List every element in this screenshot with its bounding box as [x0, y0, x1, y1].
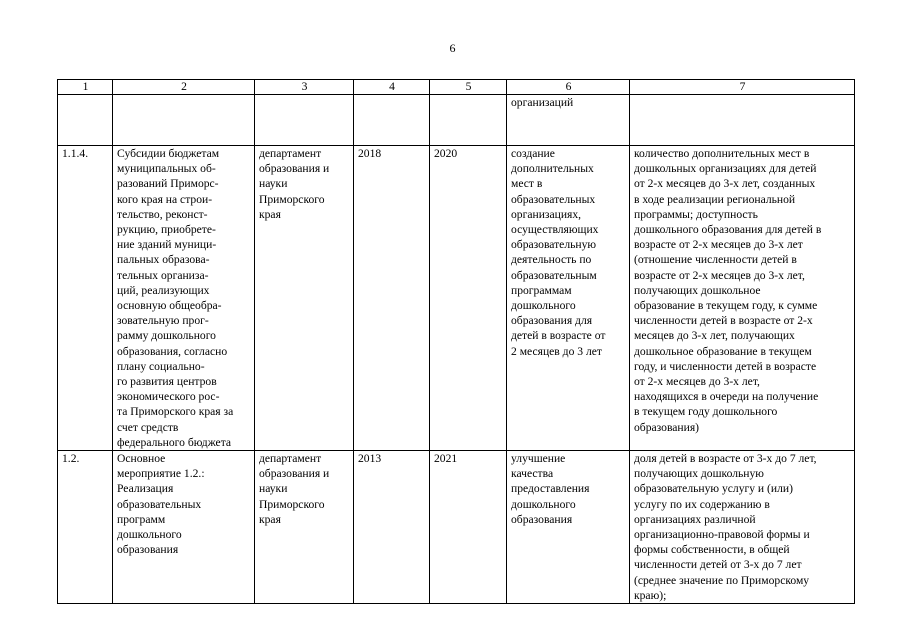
cell-line: Субсидии бюджетам: [117, 147, 220, 160]
cell-line: основную общеобра-: [117, 299, 222, 313]
header-row: [58, 80, 855, 95]
cell-line: дошкольных организациях для детей: [634, 162, 817, 176]
cell-line: в текущем году дошкольного: [634, 405, 778, 419]
header-col-3: 3: [255, 80, 354, 95]
cell-line: количество дополнительных мест в: [634, 147, 810, 160]
cell-line: 2 месяцев до 3 лет: [511, 344, 602, 358]
expected-result: [507, 451, 630, 604]
cell-line: образовательных: [117, 497, 202, 511]
cell-line: плану социально-: [117, 359, 205, 373]
cell-line: кого края на строи-: [117, 192, 213, 206]
cell-line: рукцию, приобрете-: [117, 223, 216, 237]
header-col-6: 6: [507, 80, 630, 95]
end-year: 2020: [430, 146, 507, 451]
cell-line: дошкольного: [511, 299, 576, 313]
cont-end-cell: [430, 95, 507, 146]
expected-result: [507, 146, 630, 451]
cell-line: программ: [117, 512, 166, 526]
row-number: 1.1.4.: [58, 146, 113, 451]
cell-line: численности детей от 3-х до 7 лет: [634, 558, 802, 572]
cell-line: дошкольного образования для детей в: [634, 223, 822, 237]
end-year: 2021: [430, 451, 507, 604]
row-number: 1.2.: [58, 451, 113, 604]
cont-name-cell: [113, 95, 255, 146]
cell-line: дошкольное образование в текущем: [634, 344, 812, 358]
header-col-7: 7: [630, 80, 855, 95]
cont-indicator-cell: [630, 95, 855, 146]
cell-line: организационно-правовой формы и: [634, 528, 810, 542]
header-col-5: 5: [430, 80, 507, 95]
cell-line: организациях,: [511, 207, 582, 221]
cell-line: рамму дошкольного: [117, 329, 216, 343]
cell-line: образования): [634, 420, 700, 434]
cell-line: организаций: [511, 96, 574, 109]
cell-line: ние зданий муници-: [117, 238, 217, 252]
cell-line: месяцев до 3-х лет, получающих: [634, 329, 795, 343]
cell-line: федерального бюджета: [117, 435, 232, 449]
cell-line: пальных образова-: [117, 253, 210, 267]
cell-line: Приморского: [259, 497, 325, 511]
program-table: [57, 79, 855, 604]
cell-line: мероприятие 1.2.:: [117, 467, 205, 481]
cell-line: получающих дошкольное: [634, 283, 761, 297]
cell-line: краю);: [634, 588, 667, 602]
cell-line: образования: [117, 543, 179, 557]
cell-line: образования и: [259, 467, 330, 481]
cell-line: образования: [511, 512, 573, 526]
cell-line: возрасте от 2-х месяцев до 3-х лет,: [634, 268, 805, 282]
cell-line: улучшение: [511, 452, 566, 466]
cell-line: дополнительных: [511, 162, 594, 176]
cell-line: Приморского: [259, 192, 325, 206]
cell-line: департамент: [259, 452, 322, 466]
cont-start-cell: [354, 95, 430, 146]
cell-line: дошкольного: [117, 528, 182, 542]
cell-line: программам: [511, 283, 572, 297]
cell-line: программы; доступность: [634, 207, 758, 221]
cell-line: департамент: [259, 147, 322, 160]
cell-line: тельство, реконст-: [117, 207, 208, 221]
cont-result-cell: [507, 95, 630, 146]
cell-line: (среднее значение по Приморскому: [634, 573, 810, 587]
cell-line: от 2-х месяцев до 3-х лет,: [634, 375, 760, 389]
table-row-1-2: [58, 451, 855, 604]
cell-line: предоставления: [511, 482, 590, 496]
table-row-1-1-4: [58, 146, 855, 451]
cell-line: зовательную прог-: [117, 314, 209, 328]
cell-line: деятельность по: [511, 253, 592, 267]
cell-line: году, и численности детей в возрасте: [634, 359, 817, 373]
cell-line: образования и: [259, 162, 330, 176]
cell-line: тельных организа-: [117, 268, 209, 282]
cell-line: края: [259, 512, 281, 526]
continuation-row: [58, 95, 855, 146]
cell-line: муниципальных об-: [117, 162, 216, 176]
cell-line: образовательных: [511, 192, 596, 206]
cell-line: создание: [511, 147, 555, 160]
cell-line: (отношение численности детей в: [634, 253, 797, 267]
page-number: 6: [449, 41, 456, 55]
indicator: [630, 146, 855, 451]
cell-line: разований Приморс-: [117, 177, 219, 191]
cell-line: Основное: [117, 452, 166, 466]
cell-line: находящихся в очереди на получение: [634, 390, 819, 404]
cell-line: науки: [259, 177, 288, 191]
cell-line: науки: [259, 482, 288, 496]
cell-line: осуществляющих: [511, 223, 599, 237]
indicator: [630, 451, 855, 604]
executor: [255, 146, 354, 451]
activity-name: [113, 451, 255, 604]
cont-executor-cell: [255, 95, 354, 146]
start-year: 2013: [354, 451, 430, 604]
cell-line: возрасте от 2-х месяцев до 3-х лет: [634, 238, 803, 252]
header-col-1: 1: [58, 80, 113, 95]
header-col-2: 2: [113, 80, 255, 95]
cell-line: дошкольного: [511, 497, 576, 511]
cell-line: детей в возрасте от: [511, 329, 606, 343]
cell-line: услугу по их содержанию в: [634, 497, 770, 511]
executor: [255, 451, 354, 604]
cell-line: образовательную: [511, 238, 597, 252]
cell-line: образовательную услугу и (или): [634, 482, 793, 496]
cell-line: качества: [511, 467, 554, 481]
cell-line: организациях различной: [634, 512, 756, 526]
cell-line: получающих дошкольную: [634, 467, 764, 481]
activity-name: [113, 146, 255, 451]
cell-line: образования, согласно: [117, 344, 228, 358]
cell-line: образование в текущем году, к сумме: [634, 299, 818, 313]
cell-line: го развития центров: [117, 375, 217, 389]
cell-line: от 2-х месяцев до 3-х лет, созданных: [634, 177, 816, 191]
header-col-4: 4: [354, 80, 430, 95]
cell-line: ций, реализующих: [117, 283, 210, 297]
cell-line: в ходе реализации региональной: [634, 192, 796, 206]
cont-number-cell: [58, 95, 113, 146]
cell-line: счет средств: [117, 420, 179, 434]
cell-line: численности детей в возрасте от 2-х: [634, 314, 813, 328]
cell-line: доля детей в возрасте от 3-х до 7 лет,: [634, 452, 817, 466]
cell-line: та Приморского края за: [117, 405, 234, 419]
cell-line: образования для: [511, 314, 593, 328]
start-year: 2018: [354, 146, 430, 451]
cell-line: экономического рос-: [117, 390, 220, 404]
cell-line: формы собственности, в общей: [634, 543, 790, 557]
cell-line: мест в: [511, 177, 543, 191]
cell-line: Реализация: [117, 482, 174, 496]
cell-line: края: [259, 207, 281, 221]
cell-line: образовательным: [511, 268, 597, 282]
